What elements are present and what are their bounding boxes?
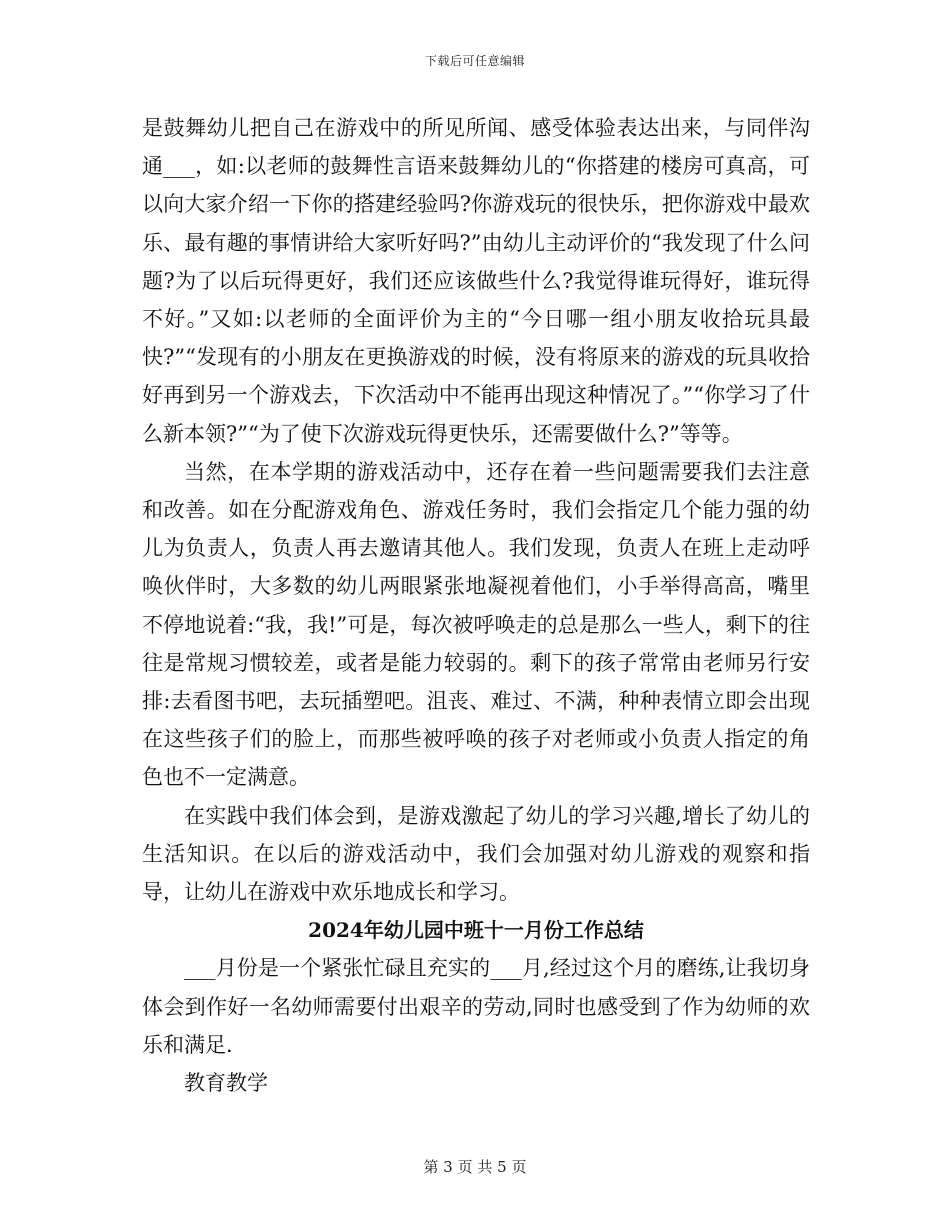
document-body: [142, 109, 810, 1102]
subheading-teaching: 教育教学: [184, 1071, 268, 1096]
page-header: 下载后可任意编辑: [424, 54, 525, 68]
section-title: 2024年幼儿园中班十一月份工作总结: [308, 918, 644, 943]
page-footer: 第 3 页 共 5 页: [423, 1158, 527, 1176]
paragraph-intro: ___月份是一个紧张忙碌且充实的___月,经过这个月的磨练,让我切身体会到作好一名幼师需要付出艰辛的劳动,同时也感受到了作为幼师的欢乐和满足.: [142, 956, 810, 1057]
paragraph-problems: 当然，在本学期的游戏活动中，还存在着一些问题需要我们去注意和改善。如在分配游戏角色、游戏任务时，我们会指定几个能力强的幼儿为负责人，负责人再去邀请其他人。我们发现，负责人在班上走动呼唤伙伴时，大多数的幼儿两眼紧张地凝视着他们，小手举得高高，嘴里不停地说着:“我，我!”可是，每次被呼唤走的总是那么一些人，剩下的往往是常规习惯较差，或者是能力较弱的。剩下的孩子常常由老师另行安排:去看图书吧，去玩插塑吧。沮丧、难过、不满，种种表情立即会出现在这些孩子们的脸上，而那些被呼唤的孩子对老师或小负责人指定的角色也不一定满意。: [142, 459, 810, 790]
paragraph-conclusion: 在实践中我们体会到，是游戏激起了幼儿的学习兴趣,增长了幼儿的生活知识。在以后的游戏活动中，我们会加强对幼儿游戏的观察和指导，让幼儿在游戏中欢乐地成长和学习。: [142, 803, 810, 905]
paragraph-continued: 是鼓舞幼儿把自己在游戏中的所见所闻、感受体验表达出来，与同伴沟通___，如:以老师的鼓舞性言语来鼓舞幼儿的“你搭建的楼房可真高，可以向大家介绍一下你的搭建经验吗?你游戏玩的很快乐，把你游戏中最欢乐、最有趣的事情讲给大家听好吗?”由幼儿主动评价的“我发现了什么问题?为了以后玩得更好，我们还应该做些什么?我觉得谁玩得好，谁玩得不好。”又如:以老师的全面评价为主的“今日哪一组小朋友收拾玩具最快?”“发现有的小朋友在更换游戏的时候，没有将原来的游戏的玩具收拾好再到另一个游戏去，下次活动中不能再出现这种情况了。”“你学习了什么新本领?”“为了使下次游戏玩得更快乐，还需要做什么?”等等。: [142, 116, 810, 446]
